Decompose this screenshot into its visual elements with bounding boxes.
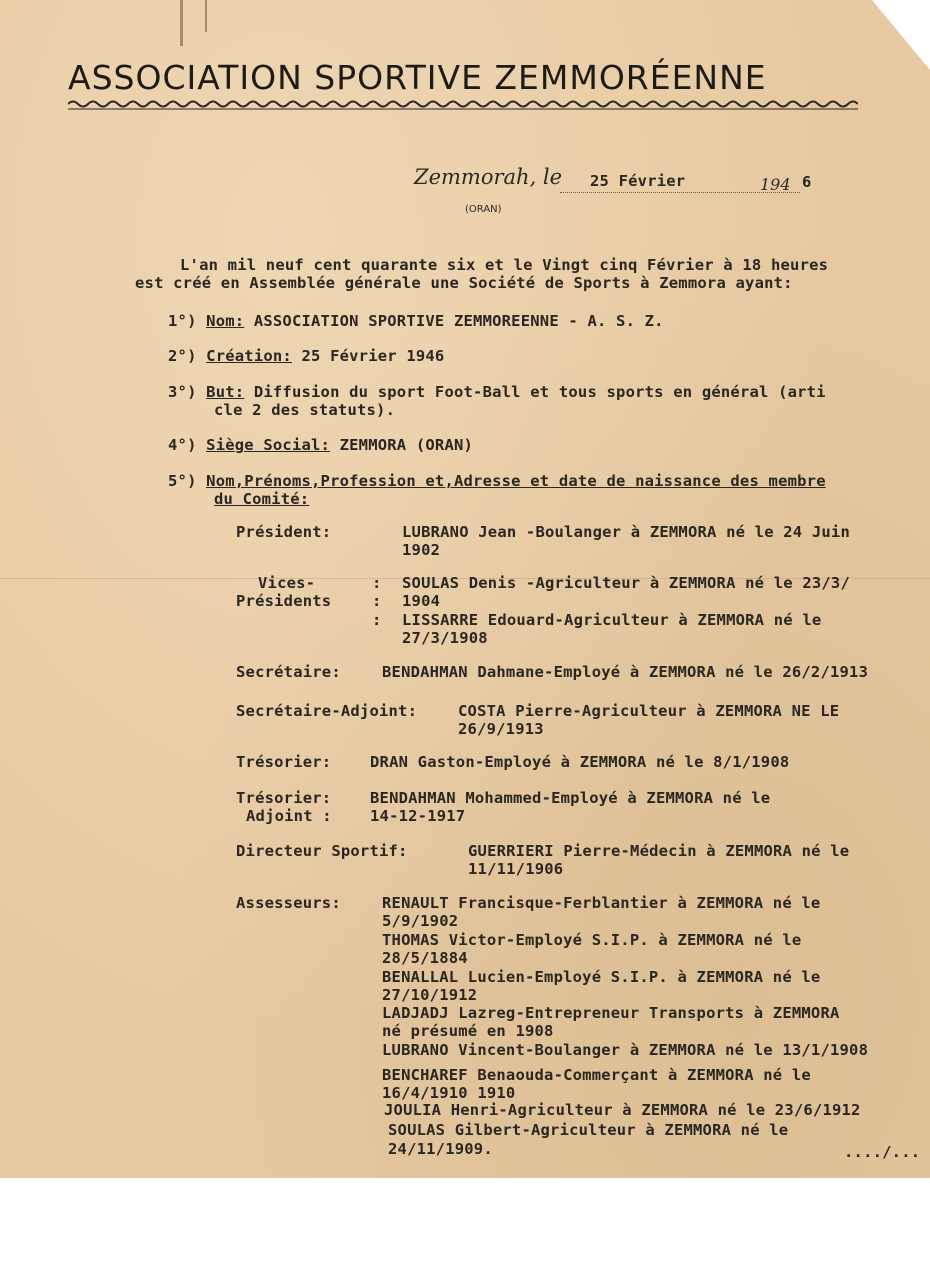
tresorier-line: DRAN Gaston-Employé à ZEMMORA né le 8/1/1908 [370,753,790,771]
item-label: Nom: [206,312,245,330]
assesseur-line: né présumé en 1908 [382,1022,554,1040]
secretaire-line: BENDAHMAN Dahmane-Employé à ZEMMORA né le 26/2/1913 [382,663,869,681]
intro-line-1: L'an mil neuf cent quarante six et le Vingt cinq Février à 18 heures [180,256,829,274]
item-label: But: [206,383,245,401]
assesseur-line: 27/10/1912 [382,986,478,1004]
item-text: 25 Février 1946 [291,347,445,365]
item-label: Nom,Prénoms,Profession et,Adresse et date de naissance des membre [206,472,826,490]
tresorier-adjoint-label-2: Adjoint : [246,807,332,825]
tresorier-adjoint-label-1: Trésorier: [236,789,332,807]
item-number: 3°) [168,383,197,401]
dateline-region: (ORAN) [465,204,502,215]
assesseur-line: 5/9/1902 [382,912,459,930]
letterhead-title: ASSOCIATION SPORTIVE ZEMMORÉENNE [68,58,767,97]
dateline-day-month: 25 Février [590,172,686,190]
assesseur-line: LADJADJ Lazreg-Entrepreneur Transports à ZEMMORA [382,1004,840,1022]
item-1 [168,312,664,330]
item-text: Diffusion du sport Foot-Ball et tous sports en général (arti [244,383,826,401]
secretaire-adjoint-label: Secrétaire-Adjoint: [236,702,418,720]
intro-line-2: est créé en Assemblée générale une Société de Sports à Zemmora ayant: [135,274,793,292]
tresorier-adjoint-line-2: 14-12-1917 [370,807,466,825]
president-line-2: 1902 [402,541,441,559]
vices-colon: : [372,611,382,629]
dateline-year-suffix: 6 [802,173,812,191]
item-number: 4°) [168,436,197,454]
continuation-marker: ..../... [844,1143,921,1161]
assesseur-line: 28/5/1884 [382,949,468,967]
assesseur-line: RENAULT Francisque-Ferblantier à ZEMMORA né le [382,894,821,912]
vices-label-1: Vices- [258,574,316,592]
item-text: ASSOCIATION SPORTIVE ZEMMOREENNE - A. S. Z. [244,312,664,330]
assesseurs-label: Assesseurs: [236,894,341,912]
item-label: Siège Social: [206,436,331,454]
item-number: 5°) [168,472,197,490]
item-label: Création: [206,347,292,365]
item-4 [168,436,473,454]
assesseur-line: BENALLAL Lucien-Employé S.I.P. à ZEMMORA né le [382,968,821,986]
tresorier-adjoint-line-1: BENDAHMAN Mohammed-Employé à ZEMMORA né le [370,789,771,807]
directeur-line-2: 11/11/1906 [468,860,564,878]
president-line-1: LUBRANO Jean -Boulanger à ZEMMORA né le 24 Juin [402,523,850,541]
item-3-continued: cle 2 des statuts). [214,401,396,419]
assesseur-line: LUBRANO Vincent-Boulanger à ZEMMORA né le 13/1/1908 [382,1041,869,1059]
secretaire-label: Secrétaire: [236,663,341,681]
vices-colon: : [372,592,382,610]
item-3 [168,383,826,401]
item-5-continued: du Comité: [214,490,310,508]
tresorier-label: Trésorier: [236,753,332,771]
ink-stain [205,0,207,32]
letterhead-wave-rule [68,98,858,112]
item-number: 2°) [168,347,197,365]
secretaire-adjoint-line-1: COSTA Pierre-Agriculteur à ZEMMORA NE LE [458,702,840,720]
item-5 [168,472,826,490]
vice-line-1: SOULAS Denis -Agriculteur à ZEMMORA né le 23/3/ [402,574,850,592]
assesseur-line: JOULIA Henri-Agriculteur à ZEMMORA né le 23/6/1912 [384,1101,861,1119]
directeur-line-1: GUERRIERI Pierre-Médecin à ZEMMORA né le [468,842,850,860]
torn-corner [872,0,930,70]
president-label: Président: [236,523,332,541]
ink-stain [180,0,183,46]
assesseur-line: 16/4/1910 1910 [382,1084,516,1102]
item-2 [168,347,444,365]
dateline-place: Zemmorah, le [414,165,563,189]
assesseur-line: SOULAS Gilbert-Agriculteur à ZEMMORA né le [388,1121,789,1139]
vices-colon: : [372,574,382,592]
vices-label-2: Présidents [236,592,332,610]
assesseur-line: 24/11/1909. [388,1140,493,1158]
vice-line-2: 1904 [402,592,441,610]
item-number: 1°) [168,312,197,330]
assesseur-line: THOMAS Victor-Employé S.I.P. à ZEMMORA né le [382,931,802,949]
assesseur-line: BENCHAREF Benaouda-Commerçant à ZEMMORA né le [382,1066,811,1084]
vice-line-3: LISSARRE Edouard-Agriculteur à ZEMMORA né le [402,611,822,629]
secretaire-adjoint-line-2: 26/9/1913 [458,720,544,738]
vice-line-4: 27/3/1908 [402,629,488,647]
item-text: ZEMMORA (ORAN) [330,436,474,454]
directeur-label: Directeur Sportif: [236,842,408,860]
dateline-year-prefix: 194 [760,175,791,194]
